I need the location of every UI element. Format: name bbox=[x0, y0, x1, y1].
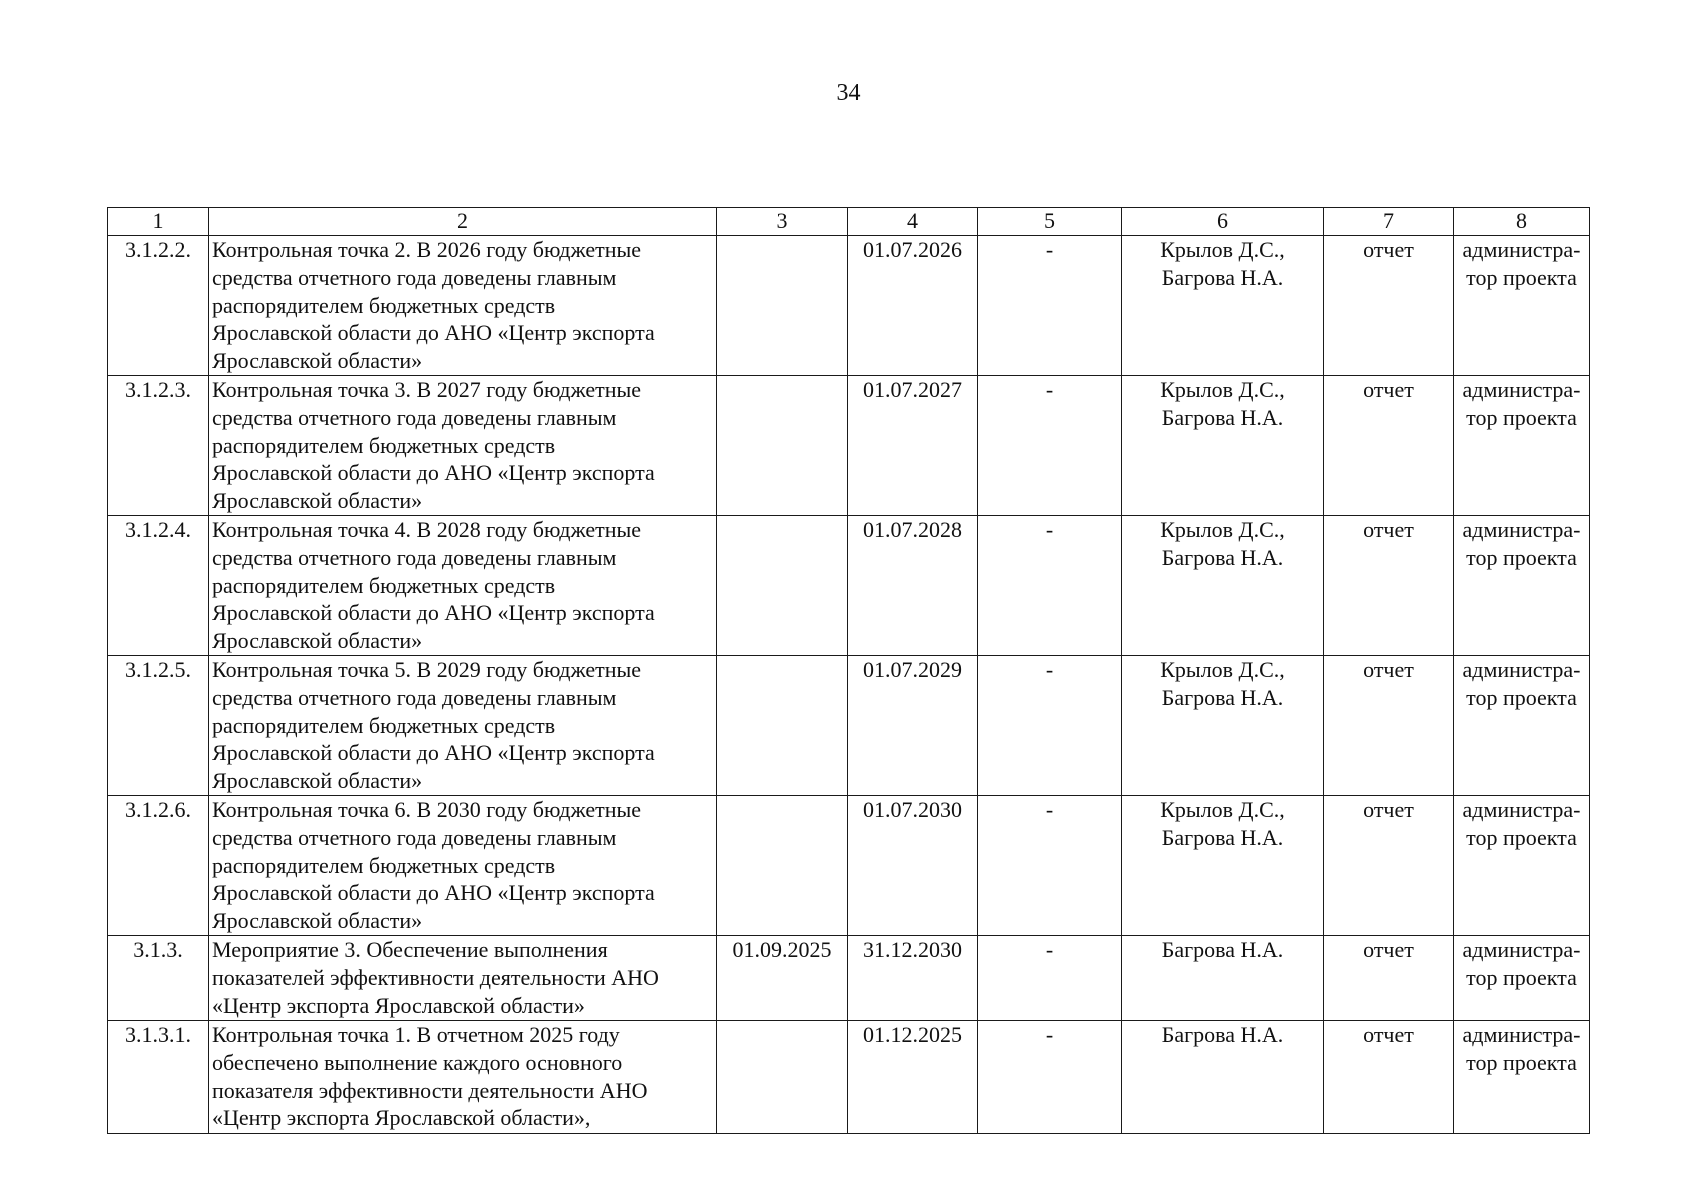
row-role: администра- тор проекта bbox=[1454, 936, 1590, 1021]
row-number: 3.1.3. bbox=[108, 936, 209, 1021]
row-document: отчет bbox=[1324, 936, 1454, 1021]
row-start-date bbox=[717, 376, 848, 516]
row-name: Контрольная точка 2. В 2026 году бюджетные средства отчетного года доведены главным распорядителем бюджетных средств Ярославской области до АНО «Центр экспорта Ярославской области» bbox=[209, 236, 717, 376]
header-col-5: 5 bbox=[978, 208, 1122, 236]
row-role: администра- тор проекта bbox=[1454, 376, 1590, 516]
header-row bbox=[108, 208, 1590, 236]
row-responsible: Крылов Д.С., Багрова Н.А. bbox=[1122, 656, 1324, 796]
table-row bbox=[108, 1021, 1590, 1134]
row-document: отчет bbox=[1324, 236, 1454, 376]
row-end-date: 31.12.2030 bbox=[848, 936, 978, 1021]
row-start-date bbox=[717, 796, 848, 936]
row-col5: - bbox=[978, 376, 1122, 516]
header-col-8: 8 bbox=[1454, 208, 1590, 236]
table-body bbox=[108, 236, 1590, 1134]
table-row bbox=[108, 936, 1590, 1021]
table-row bbox=[108, 516, 1590, 656]
row-role: администра- тор проекта bbox=[1454, 1021, 1590, 1134]
header-col-7: 7 bbox=[1324, 208, 1454, 236]
row-number: 3.1.2.3. bbox=[108, 376, 209, 516]
row-number: 3.1.3.1. bbox=[108, 1021, 209, 1134]
row-responsible: Крылов Д.С., Багрова Н.А. bbox=[1122, 796, 1324, 936]
row-document: отчет bbox=[1324, 796, 1454, 936]
row-responsible: Крылов Д.С., Багрова Н.А. bbox=[1122, 516, 1324, 656]
row-role: администра- тор проекта bbox=[1454, 796, 1590, 936]
table-row bbox=[108, 656, 1590, 796]
row-start-date bbox=[717, 236, 848, 376]
table-row bbox=[108, 376, 1590, 516]
row-start-date bbox=[717, 516, 848, 656]
header-col-6: 6 bbox=[1122, 208, 1324, 236]
row-role: администра- тор проекта bbox=[1454, 656, 1590, 796]
row-end-date: 01.07.2029 bbox=[848, 656, 978, 796]
table-header bbox=[108, 208, 1590, 236]
row-number: 3.1.2.4. bbox=[108, 516, 209, 656]
row-col5: - bbox=[978, 516, 1122, 656]
row-start-date: 01.09.2025 bbox=[717, 936, 848, 1021]
row-col5: - bbox=[978, 236, 1122, 376]
table-row bbox=[108, 236, 1590, 376]
header-col-1: 1 bbox=[108, 208, 209, 236]
row-name: Контрольная точка 3. В 2027 году бюджетные средства отчетного года доведены главным распорядителем бюджетных средств Ярославской области до АНО «Центр экспорта Ярославской области» bbox=[209, 376, 717, 516]
row-name: Мероприятие 3. Обеспечение выполнения показателей эффективности деятельности АНО «Центр экспорта Ярославской области» bbox=[209, 936, 717, 1021]
row-name: Контрольная точка 4. В 2028 году бюджетные средства отчетного года доведены главным распорядителем бюджетных средств Ярославской области до АНО «Центр экспорта Ярославской области» bbox=[209, 516, 717, 656]
header-col-2: 2 bbox=[209, 208, 717, 236]
row-col5: - bbox=[978, 1021, 1122, 1134]
page-number: 34 bbox=[836, 80, 861, 106]
row-role: администра- тор проекта bbox=[1454, 516, 1590, 656]
row-end-date: 01.07.2026 bbox=[848, 236, 978, 376]
row-document: отчет bbox=[1324, 1021, 1454, 1134]
row-responsible: Багрова Н.А. bbox=[1122, 936, 1324, 1021]
row-name: Контрольная точка 6. В 2030 году бюджетные средства отчетного года доведены главным распорядителем бюджетных средств Ярославской области до АНО «Центр экспорта Ярославской области» bbox=[209, 796, 717, 936]
row-start-date bbox=[717, 1021, 848, 1134]
row-start-date bbox=[717, 656, 848, 796]
row-number: 3.1.2.5. bbox=[108, 656, 209, 796]
table-row bbox=[108, 796, 1590, 936]
row-responsible: Крылов Д.С., Багрова Н.А. bbox=[1122, 376, 1324, 516]
row-end-date: 01.07.2027 bbox=[848, 376, 978, 516]
header-col-3: 3 bbox=[717, 208, 848, 236]
row-responsible: Багрова Н.А. bbox=[1122, 1021, 1324, 1134]
row-role: администра- тор проекта bbox=[1454, 236, 1590, 376]
plan-table bbox=[107, 207, 1590, 1134]
row-number: 3.1.2.6. bbox=[108, 796, 209, 936]
row-document: отчет bbox=[1324, 656, 1454, 796]
row-col5: - bbox=[978, 796, 1122, 936]
row-responsible: Крылов Д.С., Багрова Н.А. bbox=[1122, 236, 1324, 376]
row-document: отчет bbox=[1324, 516, 1454, 656]
row-name: Контрольная точка 5. В 2029 году бюджетные средства отчетного года доведены главным распорядителем бюджетных средств Ярославской области до АНО «Центр экспорта Ярославской области» bbox=[209, 656, 717, 796]
row-document: отчет bbox=[1324, 376, 1454, 516]
header-col-4: 4 bbox=[848, 208, 978, 236]
row-end-date: 01.12.2025 bbox=[848, 1021, 978, 1134]
row-end-date: 01.07.2030 bbox=[848, 796, 978, 936]
row-number: 3.1.2.2. bbox=[108, 236, 209, 376]
row-name: Контрольная точка 1. В отчетном 2025 году обеспечено выполнение каждого основного показателя эффективности деятельности АНО «Центр экспорта Ярославской области», bbox=[209, 1021, 717, 1134]
row-col5: - bbox=[978, 936, 1122, 1021]
row-col5: - bbox=[978, 656, 1122, 796]
row-end-date: 01.07.2028 bbox=[848, 516, 978, 656]
